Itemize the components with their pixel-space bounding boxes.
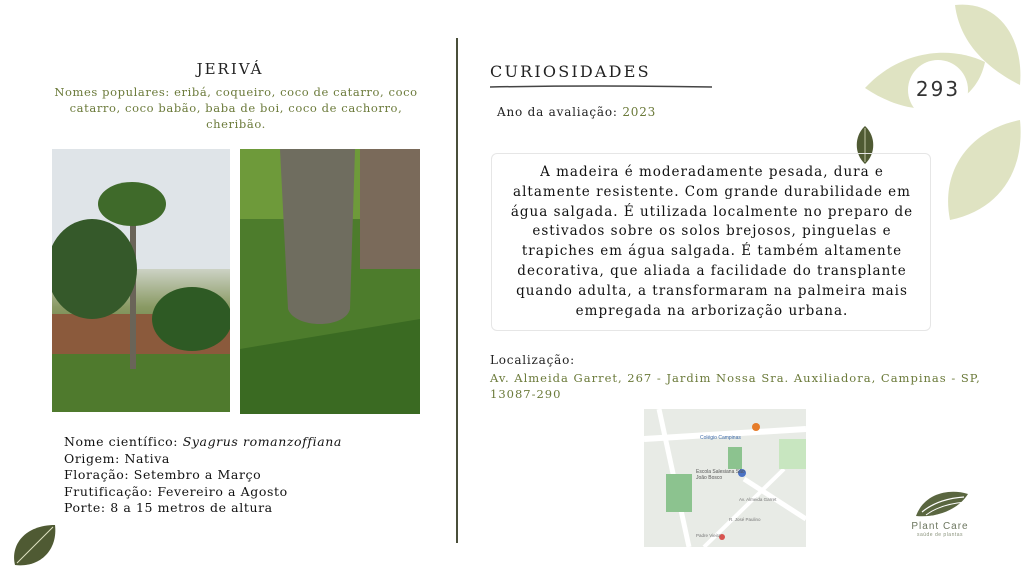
plant-name: JERIVÁ: [196, 60, 264, 78]
popular-names: Nomes populares: eribá, coqueiro, coco de catarro, coco catarro, coco babão, baba de boi, coco de cachorro, cheribão.: [54, 85, 418, 131]
title-underline: [490, 84, 712, 90]
column-divider: [456, 38, 458, 543]
evaluation-year: [497, 105, 656, 119]
palm-trunk-photo: [240, 149, 420, 414]
fruiting-line: Frutificação: Fevereiro a Agosto: [64, 483, 288, 499]
map-label-street2: R. José Paulino: [729, 517, 761, 522]
year-value: 2023: [622, 105, 657, 119]
plant-info: [64, 434, 342, 517]
brand-tagline: saúde de plantas: [916, 532, 964, 538]
flowering-line: Floração: Setembro a Março: [64, 467, 262, 482]
map-label-poi1: Colégio Campinas: [700, 435, 741, 441]
year-label: Ano da avaliação:: [497, 105, 618, 119]
palm-tree-photo: [52, 149, 230, 412]
location-label: Localização:: [490, 353, 575, 367]
map-label-street1: Av. Almeida Garret: [739, 497, 777, 502]
map-label-poi2: Escola Salesiana São João Bosco: [696, 469, 745, 481]
plant-care-logo-icon: [914, 488, 970, 518]
location-map[interactable]: [644, 409, 806, 547]
brand: [900, 521, 980, 538]
scientific-label: Nome científico:: [64, 434, 179, 449]
location-address: Av. Almeida Garret, 267 - Jardim Nossa Sra. Auxiliadora, Campinas - SP, 13087-290: [490, 371, 981, 401]
leaf-icon: [10, 520, 60, 570]
scientific-name: Syagrus romanzoffiana: [182, 434, 342, 449]
scientific-name-line: [64, 434, 342, 451]
curiosities-text: A madeira é moderadamente pesada, dura e altamente resistente. Com grande durabilidade em água salgada. É utilizada localmente no preparo de estivados sobre os solos brejosos, pinguelas e trapiches em água salgada. É também altamente decorativa, que aliada a facilidade do transplante quando adulta, a transformaram na palmeira mais empregada na arborização urbana.: [510, 164, 914, 319]
leaf-shape: [948, 120, 1021, 220]
size-line: Porte: 8 a 15 metros de altura: [64, 500, 273, 515]
origin-line: Origem: Nativa: [64, 450, 170, 466]
map-label-poi3: Padre Vieira: [696, 533, 721, 538]
page-number: 293: [915, 77, 961, 101]
curiosities-title: CURIOSIDADES: [490, 62, 651, 81]
brand-name: Plant Care: [911, 521, 969, 532]
